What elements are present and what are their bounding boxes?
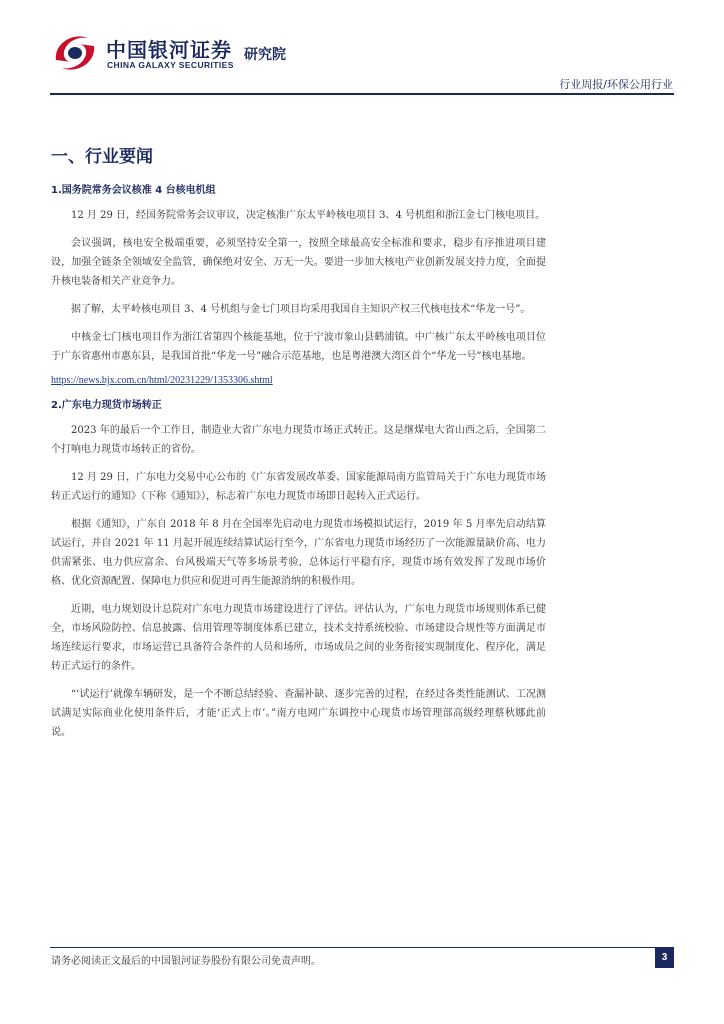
news-paragraph: 中核金七门核电项目作为浙江省第四个核能基地，位于宁波市象山县鹤浦镇。中广核广东太平岭核电项目位于广东省惠州市惠东县，是我国首批“华龙一号”融合示范基地，也是粤港澳大湾区首个“华龙一号”核电基地。 <box>51 332 546 362</box>
news-item <box>51 181 546 386</box>
logo-english-name: CHINA GALAXY SECURITIES <box>107 60 234 70</box>
news-paragraph: 2023 年的最后一个工作日，制造业大省广东电力现货市场正式转正。这是继煤电大省山西之后，全国第二个打响电力现货市场转正的省份。 <box>51 425 546 455</box>
page-number: 3 <box>655 948 674 968</box>
institute-label: 研究院 <box>244 47 286 63</box>
report-category: 行业周报/环保公用行业 <box>559 78 673 91</box>
galaxy-swirl-logo-icon <box>50 30 100 76</box>
news-title: 1.国务院常务会议核准 4 台核电机组 <box>51 185 216 196</box>
news-paragraph: 根据《通知》，广东自 2018 年 8 月在全国率先启动电力现货市场模拟试运行，2019 年 5 月率先启动结算试运行，并自 2021 年 11 月起开展连续结算试运行至今，广东省电力现货市场经历了一次能源量缺价高、电力供需紧张、电力供应富余、台风极端天气等多场景考验，总体运行平稳有序，现货市场有效发挥了发现市场价格、优化资源配置、保障电力供应和促进可再生能源消纳的积极作用。 <box>51 519 546 587</box>
footer-divider <box>50 947 674 948</box>
news-paragraph: 会议强调，核电安全极端重要，必须坚持安全第一，按照全球最高安全标准和要求，稳步有序推进项目建设，加强全链条全领域安全监管，确保绝对安全、万无一失。要进一步加大核电产业创新发展支持力度，全面提升核电装备相关产业竞争力。 <box>51 238 546 287</box>
source-link[interactable]: https://news.bjx.com.cn/html/20231229/1353306.shtml <box>51 375 273 386</box>
news-paragraph: 据了解，太平岭核电项目 3、4 号机组与金七门项目均采用我国自主知识产权三代核电技术“华龙一号”。 <box>71 304 531 315</box>
news-paragraph: 近期，电力规划设计总院对广东电力现货市场建设进行了评估。评估认为，广东电力现货市场规则体系已健全，市场风险防控、信息披露、信用管理等制度体系已建立，技术支持系统校验、市场建设合规性等方面满足市场连续运行要求，市场运营已具备符合条件的人员和场所，市场成员之间的业务衔接实现制度化、程序化，满足转正式运行的条件。 <box>51 604 546 672</box>
logo-chinese-name: 中国银河证券 <box>106 38 232 62</box>
news-paragraph: 12 月 29 日，广东电力交易中心公布的《广东省发展改革委、国家能源局南方监管局关于广东电力现货市场转正式运行的通知》（下称《通知》），标志着广东电力现货市场即日起转入正式运行。 <box>51 472 546 502</box>
footer-disclaimer: 请务必阅读正文最后的中国银河证券股份有限公司免责声明。 <box>51 956 321 967</box>
page-header <box>0 0 724 100</box>
header-divider <box>50 93 674 95</box>
news-title: 2.广东电力现货市场转正 <box>51 400 162 411</box>
main-content <box>51 142 546 751</box>
news-item <box>51 396 546 742</box>
section-title: 一、行业要闻 <box>51 147 153 167</box>
news-paragraph: 12 月 29 日，经国务院常务会议审议，决定核准广东太平岭核电项目 3、4 号机组和浙江金七门核电项目。 <box>71 210 546 221</box>
news-paragraph: “‘试运行’就像车辆研发，是一个不断总结经验、查漏补缺、逐步完善的过程，在经过各类性能测试、工况测试满足实际商业化使用条件后，才能‘正式上市’。”南方电网广东调控中心现货市场管理部高级经理蔡秋娜此前说。 <box>51 689 546 738</box>
